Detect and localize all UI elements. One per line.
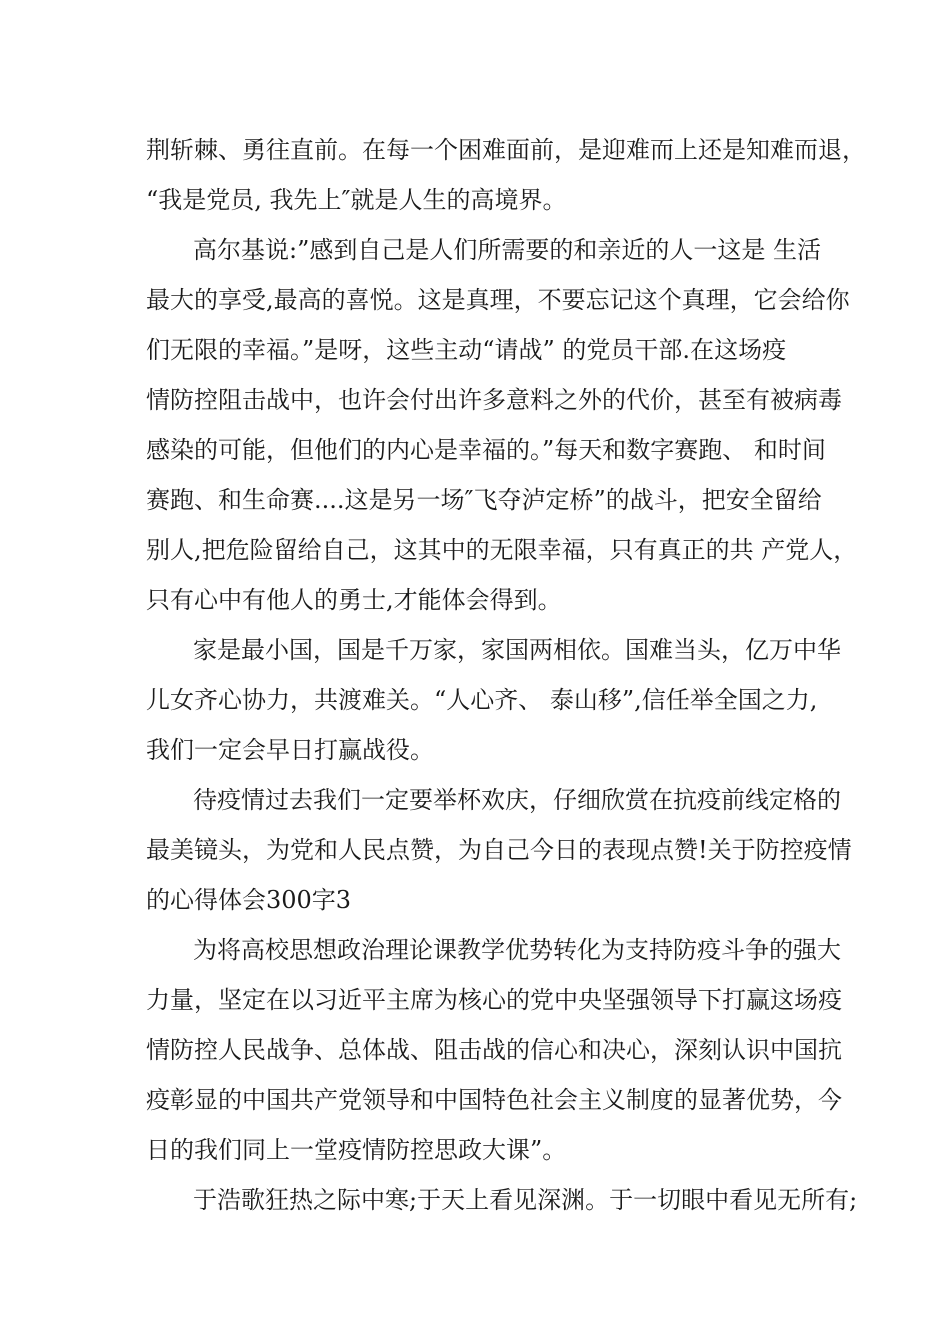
paragraph-first-line: 高尔基说:”感到自己是人们所需要的和亲近的人一这是 生活 <box>193 236 821 264</box>
paragraph-first-line: 于浩歌狂热之际中寒;于天上看见深渊。于一切眼中看见无所有; <box>193 1186 858 1214</box>
text-line: 我们一定会早日打赢战役。 <box>146 736 434 764</box>
text-line: 只有心中有他人的勇士,才能体会得到。 <box>146 586 562 614</box>
text-line: 最美镜头，为党和人民点赞，为自己今日的表现点赞!关于防控疫情 <box>146 836 852 864</box>
text-line: 别人,把危险留给自己，这其中的无限幸福，只有真正的共 产党人， <box>146 536 858 564</box>
text-line: 感染的可能，但他们的内心是幸福的。”每天和数字赛跑、 和时间 <box>146 436 826 464</box>
text-line: 日的我们同上一堂疫情防控思政大课”。 <box>146 1136 567 1164</box>
text-line: 儿女齐心协力，共渡难关。“人心齐、 泰山移”,信任举全国之力, <box>146 686 818 714</box>
paragraph-first-line: 家是最小国，国是千万家，家国两相依。国难当头，亿万中华 <box>193 636 841 664</box>
text-line: 荆斩棘、勇往直前。在每一个困难面前，是迎难而上还是知难而退， <box>146 136 866 164</box>
paragraph-first-line: 为将高校思想政治理论课教学优势转化为支持防疫斗争的强大 <box>193 936 841 964</box>
text-line: “我是党员, 我先上″就是人生的高境界。 <box>146 186 567 214</box>
text-line: 赛跑、和生命赛....这是另一场″飞夺泸定桥”的战斗，把安全留给 <box>146 486 822 514</box>
text-line: 疫彰显的中国共产党领导和中国特色社会主义制度的显著优势，今 <box>146 1086 842 1114</box>
text-line: 最大的享受,最高的喜悦。这是真理，不要忘记这个真理，它会给你 <box>146 286 850 314</box>
text-line: 力量，坚定在以习近平主席为核心的党中央坚强领导下打赢这场疫 <box>146 986 842 1014</box>
text-line: 情防控阻击战中，也许会付出许多意料之外的代价，甚至有被病毒 <box>146 386 842 414</box>
text-line: 的心得体会300字3 <box>146 886 352 914</box>
paragraph-first-line: 待疫情过去我们一定要举杯欢庆，仔细欣赏在抗疫前线定格的 <box>193 786 841 814</box>
text-line: 情防控人民战争、总体战、阻击战的信心和决心，深刻认识中国抗 <box>146 1036 842 1064</box>
text-line: 们无限的幸福。”是呀，这些主动“请战” 的党员干部.在这场疫 <box>146 336 787 364</box>
